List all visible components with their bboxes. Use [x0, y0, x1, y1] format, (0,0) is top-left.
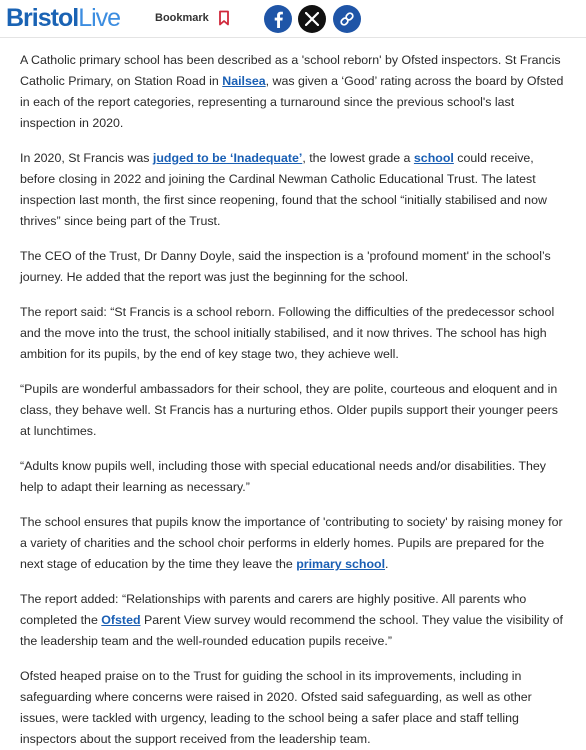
paragraph-text: The report added: “Relationships with parents and carers are highly positive. All parents who completed the [20, 592, 527, 627]
paragraph-text: could receive, before closing in 2022 and joining the Cardinal Newman Catholic Educational Trust. The latest inspection last month, the first since reopening, found that the school “initially stabilised and now thrives” since being part of the Trust. [20, 151, 547, 228]
facebook-share-button[interactable] [264, 5, 292, 33]
link-judged-inadequate[interactable]: judged to be ‘Inadequate’ [152, 151, 303, 165]
paragraph-text: A Catholic primary school has been described as a 'school reborn' by Ofsted inspectors. St Francis Catholic Primary, on Station Road in [20, 53, 561, 88]
article-paragraph [20, 512, 566, 575]
bristol-live-logo[interactable] [6, 3, 120, 33]
bookmark-icon[interactable] [218, 10, 230, 26]
link-school[interactable]: school [413, 151, 454, 165]
copy-link-icon [339, 11, 355, 27]
paragraph-text: Parent View survey would recommend the school. They value the visibility of the leadership team and the well-rounded education pupils receive.” [20, 613, 563, 648]
article-paragraph [20, 50, 566, 134]
facebook-icon [272, 11, 284, 28]
logo-light-text: Live [78, 4, 121, 32]
article-paragraph: The CEO of the Trust, Dr Danny Doyle, said the inspection is a 'profound moment' in the school’s journey. He added that the report was just the beginning for the school. [20, 249, 551, 284]
paragraph-text: . [385, 557, 389, 571]
x-share-button[interactable] [298, 5, 326, 33]
article-paragraph [20, 148, 566, 232]
article-paragraph [20, 589, 566, 652]
link-nailsea[interactable]: Nailsea [222, 74, 266, 88]
site-header [0, 0, 586, 38]
article-body [0, 38, 586, 750]
paragraph-text: The school ensures that pupils know the importance of 'contributing to society' by raising money for a variety of charities and the school choir performs in elderly homes. Pupils are prepared for the next stage of education by the time they leave the [20, 515, 563, 571]
logo-bold-text: Bristol [6, 4, 79, 32]
article-paragraph: “Adults know pupils well, including those with special educational needs and/or disabilities. They help to adapt their learning as necessary.” [20, 459, 546, 494]
link-ofsted[interactable]: Ofsted [101, 613, 141, 627]
copy-link-button[interactable] [333, 5, 361, 33]
paragraph-text: , was given a ‘Good’ rating across the board by Ofsted in each of the report categories, representing a turnaround since the previous school's last inspection in 2020. [20, 74, 564, 130]
bookmark-label[interactable]: Bookmark [155, 12, 209, 24]
article-paragraph: Ofsted heaped praise on to the Trust for guiding the school in its improvements, including in safeguarding where concerns were raised in 2020. Ofsted said safeguarding, as well as other issues, were tackled with urgency, leading to the school being a safer place and staff telling inspectors about the support received from the leadership team. [20, 669, 532, 746]
link-primary-school[interactable]: primary school [296, 557, 386, 571]
paragraph-text: , the lowest grade a [302, 151, 414, 165]
x-twitter-icon [305, 12, 319, 26]
paragraph-text: In 2020, St Francis was [20, 151, 153, 165]
article-paragraph: The report said: “St Francis is a school reborn. Following the difficulties of the predecessor school and the move into the trust, the school initially stabilised, and it now thrives. The school has high ambition for its pupils, by the end of key stage two, they achieve well. [20, 305, 555, 361]
article-paragraph: “Pupils are wonderful ambassadors for their school, they are polite, courteous and eloquent and in class, they behave well. St Francis has a nurturing ethos. Older pupils support their younger peers at lunchtimes. [20, 382, 558, 438]
